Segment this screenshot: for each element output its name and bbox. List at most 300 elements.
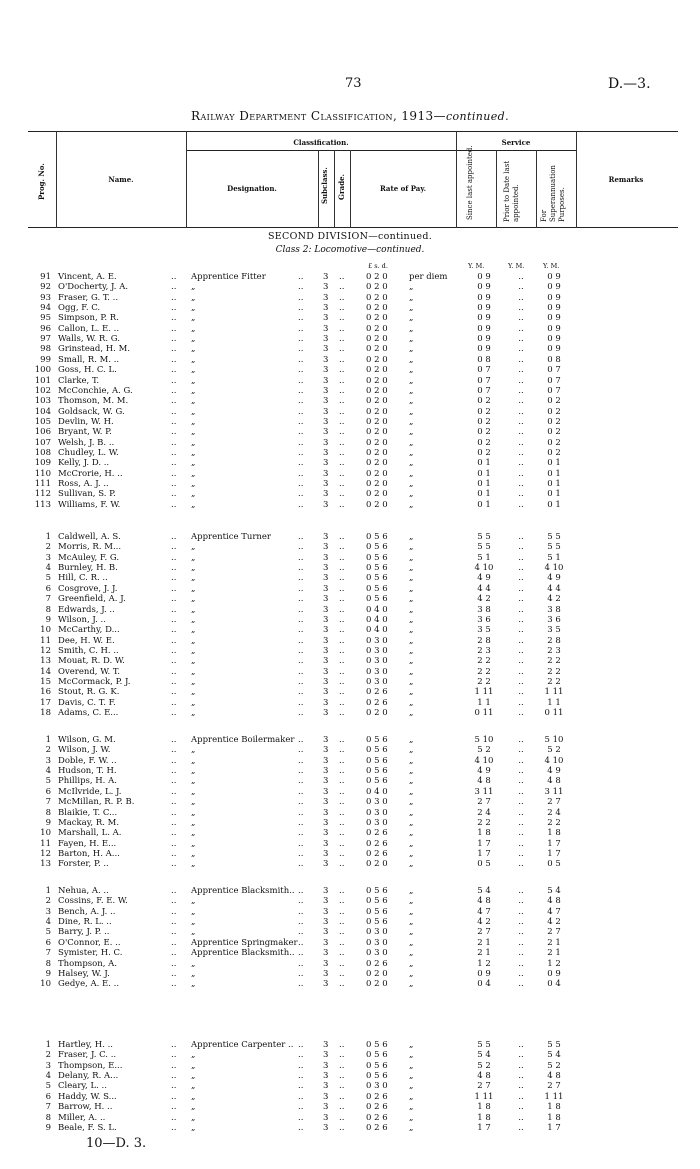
grade-dots: .. — [339, 614, 345, 625]
since-last-appointed: 2 7 — [477, 1081, 491, 1092]
designation: „ — [191, 458, 196, 469]
rate-of-pay: 0 5 6 — [366, 532, 388, 542]
employee-name: O'Connor, E. .. — [58, 937, 121, 948]
since-last-appointed: 4 2 — [477, 594, 491, 605]
grade-dots: .. — [339, 666, 345, 677]
subclass: 3 — [323, 948, 329, 959]
prior-to-date: .. — [518, 958, 524, 969]
rate-of-pay: 0 5 6 — [366, 563, 388, 573]
prior-to-date: .. — [518, 1091, 524, 1102]
subclass: 3 — [323, 532, 329, 542]
grade-dots: .. — [339, 323, 345, 334]
subclass: 3 — [323, 817, 329, 828]
superannuation-service: 5 2 — [547, 745, 561, 756]
employee-name: Hartley, H. .. — [58, 1040, 114, 1050]
superannuation-service: 0 7 — [547, 385, 561, 396]
designation: „ — [191, 292, 196, 303]
pay-period: „ — [409, 334, 414, 345]
leader-dots: .. — [298, 447, 304, 458]
superannuation-service: 0 1 — [547, 489, 561, 500]
designation: „ — [191, 786, 196, 797]
pay-period: „ — [409, 1091, 414, 1102]
employee-name: Doble, F. W. .. — [58, 755, 117, 766]
since-last-appointed: 0 1 — [477, 468, 491, 479]
prog-no: 7 — [45, 797, 51, 808]
employee-name: Small, R. M. .. — [58, 354, 120, 365]
table-row — [0, 1081, 700, 1092]
table-row — [0, 303, 700, 314]
designation: „ — [191, 807, 196, 818]
employee-name: Barton, H. A... — [58, 848, 120, 859]
subclass: 3 — [323, 594, 329, 605]
prior-to-date: .. — [518, 594, 524, 605]
pay-period: „ — [409, 499, 414, 510]
grade-dots: .. — [339, 282, 345, 293]
prior-to-date: .. — [518, 323, 524, 334]
rate-of-pay: 0 5 6 — [366, 542, 388, 553]
leader-dots: .. — [171, 896, 177, 907]
pay-period: „ — [409, 948, 414, 959]
table-row — [0, 818, 700, 829]
leader-dots: .. — [171, 828, 177, 839]
rate-of-pay: 0 5 6 — [366, 896, 388, 907]
grade-dots: .. — [339, 563, 345, 573]
employee-name: Ross, A. J. .. — [58, 479, 109, 489]
grade-dots: .. — [339, 687, 345, 698]
subclass: 3 — [323, 542, 329, 553]
table-row — [0, 324, 700, 335]
prog-no: 108 — [34, 447, 51, 458]
prior-to-date: .. — [518, 385, 524, 396]
prior-to-date: .. — [518, 468, 524, 479]
subclass: 3 — [323, 365, 329, 376]
table-row — [0, 625, 700, 636]
prior-to-date: .. — [518, 776, 524, 787]
prior-to-date: .. — [518, 948, 524, 959]
prior-to-date: .. — [518, 807, 524, 818]
leader-dots: .. — [298, 687, 304, 698]
leader-dots: .. — [171, 838, 177, 849]
since-last-appointed: 5 4 — [477, 886, 491, 896]
pay-period: „ — [409, 745, 414, 756]
leader-dots: .. — [298, 1102, 304, 1113]
grade-dots: .. — [339, 542, 345, 553]
table-row — [0, 500, 700, 511]
grade-dots: .. — [339, 906, 345, 917]
subclass: 3 — [323, 848, 329, 859]
since-last-appointed: 0 7 — [477, 365, 491, 376]
leader-dots: .. — [298, 656, 304, 667]
rate-of-pay: 0 4 0 — [366, 614, 388, 625]
rate-of-pay: 0 4 0 — [366, 604, 388, 615]
pay-period: „ — [409, 645, 414, 656]
table-row — [0, 427, 700, 438]
table-row — [0, 355, 700, 366]
leader-dots: .. — [298, 886, 304, 896]
since-last-appointed: 0 9 — [477, 323, 491, 334]
table-row — [0, 708, 700, 719]
subclass: 3 — [323, 1040, 329, 1050]
subclass: 3 — [323, 1060, 329, 1071]
leader-dots: .. — [298, 406, 304, 417]
prior-to-date: .. — [518, 1060, 524, 1071]
superannuation-service: 2 4 — [547, 807, 561, 818]
employee-name: Gedye, A. E. .. — [58, 979, 120, 990]
employee-name: Grinstead, H. M. — [58, 344, 130, 355]
pay-units: £ s. d. — [368, 262, 388, 270]
prog-no: 110 — [34, 468, 51, 479]
leader-dots: .. — [298, 848, 304, 859]
employee-name: Walls, W. R. G. — [58, 334, 120, 345]
prior-to-date: .. — [518, 396, 524, 407]
since-last-appointed: 2 7 — [477, 927, 491, 938]
leader-dots: .. — [171, 958, 177, 969]
subclass: 3 — [323, 489, 329, 500]
table-row — [0, 489, 700, 500]
pay-period: „ — [409, 979, 414, 990]
table-row — [0, 584, 700, 595]
leader-dots: .. — [171, 303, 177, 314]
superannuation-service: 4 9 — [547, 573, 561, 584]
superannuation-service: 5 4 — [547, 1050, 561, 1061]
prior-to-date: .. — [518, 365, 524, 376]
prior-to-date: .. — [518, 375, 524, 386]
prior-to-date: .. — [518, 656, 524, 667]
employee-name: Phillips, H. A. — [58, 776, 117, 787]
rate-of-pay: 0 3 0 — [366, 656, 388, 667]
rate-of-pay: 0 2 0 — [366, 437, 388, 448]
pay-period: „ — [409, 427, 414, 438]
grade-dots: .. — [339, 447, 345, 458]
pay-period: „ — [409, 848, 414, 859]
grade-dots: .. — [339, 838, 345, 849]
employee-name: Marshall, L. A. — [58, 828, 122, 839]
prior-to-date: .. — [518, 766, 524, 776]
subclass: 3 — [323, 573, 329, 584]
pay-period: „ — [409, 604, 414, 615]
grade-dots: .. — [339, 1071, 345, 1081]
table-row — [0, 1040, 700, 1051]
superannuation-service: 5 10 — [544, 735, 564, 745]
leader-dots: .. — [171, 776, 177, 787]
header-prior-to-date: Prior to Date last appointed. — [503, 160, 520, 222]
superannuation-service: 0 2 — [547, 416, 561, 427]
subclass: 3 — [323, 1071, 329, 1081]
table-row — [0, 808, 700, 819]
grade-dots: .. — [339, 958, 345, 969]
leader-dots: .. — [171, 416, 177, 427]
employee-name: Symister, H. C. — [58, 948, 123, 959]
rate-of-pay: 0 2 6 — [366, 958, 388, 969]
super-units: Y. M. — [543, 262, 560, 270]
since-last-appointed: 2 2 — [477, 666, 491, 677]
col-divider — [334, 150, 335, 228]
prog-no: 3 — [45, 906, 51, 917]
since-last-appointed: 2 1 — [477, 948, 491, 959]
rate-of-pay: 0 2 0 — [366, 416, 388, 427]
subclass: 3 — [323, 958, 329, 969]
leader-dots: .. — [171, 614, 177, 625]
subclass: 3 — [323, 886, 329, 896]
prog-no: 101 — [34, 375, 51, 386]
designation: „ — [191, 552, 196, 563]
leader-dots: .. — [298, 666, 304, 677]
subclass: 3 — [323, 354, 329, 365]
prior-to-date: .. — [518, 542, 524, 553]
leader-dots: .. — [171, 604, 177, 615]
table-row — [0, 745, 700, 756]
prog-no: 91 — [40, 272, 51, 282]
superannuation-service: 4 10 — [544, 563, 564, 573]
designation: Apprentice Blacksmith.. — [191, 886, 295, 896]
designation: „ — [191, 968, 196, 979]
prior-to-date: .. — [518, 1112, 524, 1123]
since-last-appointed: 0 1 — [477, 489, 491, 500]
subclass: 3 — [323, 1091, 329, 1102]
superannuation-service: 0 2 — [547, 447, 561, 458]
since-last-appointed: 0 9 — [477, 313, 491, 324]
grade-dots: .. — [339, 1050, 345, 1061]
leader-dots: .. — [171, 583, 177, 594]
superannuation-service: 0 9 — [547, 272, 561, 282]
employee-name: Hill, C. R. .. — [58, 573, 108, 584]
rate-of-pay: 0 5 6 — [366, 766, 388, 776]
prior-to-date: .. — [518, 303, 524, 314]
leader-dots: .. — [171, 385, 177, 396]
leader-dots: .. — [298, 937, 304, 948]
designation: „ — [191, 334, 196, 345]
employee-name: McCarthy, D... — [58, 625, 120, 636]
since-last-appointed: 5 10 — [474, 735, 494, 745]
designation: „ — [191, 776, 196, 787]
designation: „ — [191, 396, 196, 407]
grade-dots: .. — [339, 458, 345, 469]
grade-dots: .. — [339, 656, 345, 667]
prior-to-date: .. — [518, 797, 524, 808]
prog-no: 6 — [45, 1091, 51, 1102]
leader-dots: .. — [298, 1071, 304, 1081]
employee-name: Smith, C. H. .. — [58, 645, 119, 656]
leader-dots: .. — [298, 292, 304, 303]
subclass: 3 — [323, 303, 329, 314]
employee-name: Bryant, W. P. — [58, 427, 112, 438]
table-row — [0, 376, 700, 387]
rate-of-pay: 0 2 6 — [366, 848, 388, 859]
designation: „ — [191, 416, 196, 427]
page-number: 73 — [345, 76, 362, 91]
since-last-appointed: 3 11 — [474, 786, 494, 797]
rate-of-pay: 0 2 0 — [366, 979, 388, 990]
since-last-appointed: 1 1 — [477, 697, 491, 708]
prior-to-date: .. — [518, 745, 524, 756]
prog-no: 105 — [34, 416, 51, 427]
classification-rule — [186, 150, 456, 151]
subclass: 3 — [323, 416, 329, 427]
since-last-appointed: 0 9 — [477, 292, 491, 303]
grade-dots: .. — [339, 896, 345, 907]
leader-dots: .. — [171, 292, 177, 303]
header-name: Name. — [108, 175, 134, 184]
leader-dots: .. — [171, 594, 177, 605]
prog-no: 98 — [40, 344, 51, 355]
since-last-appointed: 2 2 — [477, 656, 491, 667]
designation: „ — [191, 542, 196, 553]
leader-dots: .. — [171, 427, 177, 438]
employee-name: McAuley, F. G. — [58, 552, 120, 563]
prog-no: 9 — [45, 968, 51, 979]
pay-period: „ — [409, 886, 414, 896]
rate-of-pay: 0 3 0 — [366, 817, 388, 828]
rate-of-pay: 0 2 0 — [366, 385, 388, 396]
table-row — [0, 386, 700, 397]
designation: „ — [191, 708, 196, 718]
since-last-appointed: 1 11 — [474, 1091, 494, 1102]
prog-no: 106 — [34, 427, 51, 438]
since-last-appointed: 0 7 — [477, 375, 491, 386]
prior-to-date: .. — [518, 427, 524, 438]
prog-no: 107 — [34, 437, 51, 448]
employee-name: McCrorie, H. .. — [58, 468, 123, 479]
leader-dots: .. — [171, 786, 177, 797]
leader-dots: .. — [298, 563, 304, 573]
leader-dots: .. — [171, 1102, 177, 1113]
rate-of-pay: 0 5 6 — [366, 906, 388, 917]
since-last-appointed: 1 7 — [477, 848, 491, 859]
prior-to-date: .. — [518, 906, 524, 917]
superannuation-service: 4 7 — [547, 906, 561, 917]
prior-to-date: .. — [518, 563, 524, 573]
rate-of-pay: 0 2 0 — [366, 447, 388, 458]
pay-period: „ — [409, 697, 414, 708]
pay-period: „ — [409, 635, 414, 646]
prog-no: 5 — [45, 1081, 51, 1092]
prior-to-date: .. — [518, 917, 524, 927]
subclass: 3 — [323, 468, 329, 479]
employee-name: Nehua, A. .. — [58, 886, 109, 896]
pay-period: „ — [409, 676, 414, 687]
designation: „ — [191, 656, 196, 667]
grade-dots: .. — [339, 828, 345, 839]
employee-name: Fayen, H. E... — [58, 838, 117, 849]
table-row — [0, 948, 700, 959]
table-row — [0, 282, 700, 293]
employee-name: Wilson, J. .. — [58, 614, 106, 625]
leader-dots: .. — [171, 1071, 177, 1081]
rate-of-pay: 0 5 6 — [366, 594, 388, 605]
since-last-appointed: 0 2 — [477, 416, 491, 427]
subclass: 3 — [323, 499, 329, 510]
employee-name: Morris, R. M... — [58, 542, 122, 553]
since-last-appointed: 2 3 — [477, 645, 491, 656]
employee-name: Cosgrove, J. J. — [58, 583, 118, 594]
pay-period: „ — [409, 906, 414, 917]
designation: „ — [191, 479, 196, 489]
leader-dots: .. — [298, 735, 304, 745]
since-last-appointed: 1 8 — [477, 1112, 491, 1123]
employee-name: Blaikie, T. C... — [58, 807, 118, 818]
leader-dots: .. — [298, 1112, 304, 1123]
grade-dots: .. — [339, 532, 345, 542]
prog-no: 10 — [40, 979, 51, 990]
employee-name: Dee, H. W. E. — [58, 635, 115, 646]
rate-of-pay: 0 2 0 — [366, 458, 388, 469]
page-title — [0, 109, 700, 123]
superannuation-service: 0 1 — [547, 479, 561, 489]
designation: Apprentice Blacksmith.. — [191, 948, 295, 959]
leader-dots: .. — [171, 859, 177, 870]
employee-name: Williams, F. W. — [58, 499, 121, 510]
since-last-appointed: 0 9 — [477, 282, 491, 293]
rate-of-pay: 0 2 6 — [366, 1102, 388, 1113]
grade-dots: .. — [339, 437, 345, 448]
employee-name: Stout, R. G. K. — [58, 687, 120, 698]
rate-of-pay: 0 3 0 — [366, 948, 388, 959]
superannuation-service: 4 2 — [547, 917, 561, 927]
designation: Apprentice Turner — [191, 532, 271, 542]
prog-no: 12 — [40, 645, 51, 656]
prior-to-date: .. — [518, 614, 524, 625]
pay-period: „ — [409, 614, 414, 625]
prior-to-date: .. — [518, 1102, 524, 1113]
leader-dots: .. — [171, 447, 177, 458]
leader-dots: .. — [298, 968, 304, 979]
designation: „ — [191, 666, 196, 677]
designation: „ — [191, 838, 196, 849]
leader-dots: .. — [298, 797, 304, 808]
pay-period: „ — [409, 489, 414, 500]
rate-of-pay: 0 2 0 — [366, 499, 388, 510]
prog-no: 5 — [45, 927, 51, 938]
grade-dots: .. — [339, 645, 345, 656]
designation: Apprentice Boilermaker — [191, 735, 295, 745]
since-last-appointed: 5 5 — [477, 542, 491, 553]
pay-period: „ — [409, 365, 414, 376]
subclass: 3 — [323, 645, 329, 656]
header-remarks: Remarks — [608, 175, 644, 184]
employee-name: Ogg, F. C. — [58, 303, 101, 314]
prog-no: 93 — [40, 292, 51, 303]
subclass: 3 — [323, 896, 329, 907]
superannuation-service: 0 9 — [547, 303, 561, 314]
pay-period: „ — [409, 542, 414, 553]
leader-dots: .. — [298, 375, 304, 386]
subclass: 3 — [323, 1122, 329, 1133]
superannuation-service: 2 7 — [547, 797, 561, 808]
leader-dots: .. — [298, 708, 304, 718]
designation: „ — [191, 583, 196, 594]
leader-dots: .. — [298, 807, 304, 818]
designation: „ — [191, 406, 196, 417]
rate-of-pay: 0 2 0 — [366, 292, 388, 303]
prog-no: 9 — [45, 614, 51, 625]
pay-period: „ — [409, 786, 414, 797]
pay-period: „ — [409, 656, 414, 667]
since-last-appointed: 1 8 — [477, 1102, 491, 1113]
designation: „ — [191, 604, 196, 615]
since-last-appointed: 2 2 — [477, 676, 491, 687]
subclass: 3 — [323, 776, 329, 787]
prog-no: 13 — [40, 859, 51, 870]
table-row — [0, 656, 700, 667]
employee-name: Adams, C. E... — [58, 708, 119, 718]
prog-no: 9 — [45, 817, 51, 828]
designation: „ — [191, 427, 196, 438]
leader-dots: .. — [171, 1050, 177, 1061]
leader-dots: .. — [298, 313, 304, 324]
prior-units: Y. M. — [508, 262, 525, 270]
designation: „ — [191, 1112, 196, 1123]
rate-of-pay: 0 2 6 — [366, 1122, 388, 1133]
